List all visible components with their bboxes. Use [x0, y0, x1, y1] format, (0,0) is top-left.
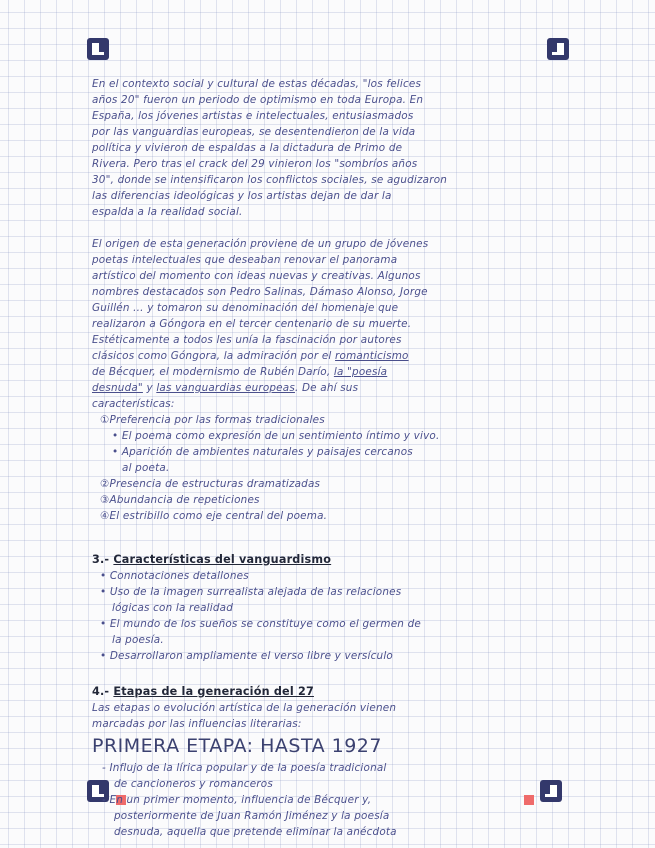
text-line: por las vanguardias europeas, se desentendieron de la vida	[92, 126, 416, 138]
handwritten-notes	[92, 76, 562, 840]
text-segment: y	[146, 382, 153, 394]
text-line: En el contexto social y cultural de estas décadas, "los felices	[92, 78, 422, 90]
section-number: 4.-	[92, 685, 110, 698]
list-item: - En un primer momento, influencia de Bécquer y,	[102, 794, 372, 806]
corner-mark-icon	[547, 38, 569, 60]
origin-paragraph	[92, 236, 562, 412]
list-item: de cancioneros y romanceros	[114, 778, 273, 790]
intro-paragraph	[92, 76, 562, 220]
list-item: ③Abundancia de repeticiones	[100, 494, 260, 506]
text-line	[92, 364, 562, 380]
text-line: las diferencias ideológicas y los artistas dejan de dar la	[92, 190, 392, 202]
text-line: Rivera. Pero tras el crack del 29 vinieron los "sombríos años	[92, 158, 418, 170]
list-item: • El poema como expresión de un sentimiento íntimo y vivo.	[112, 430, 440, 442]
text-line: marcadas por las influencias literarias:	[92, 718, 302, 730]
text-segment: . De ahí sus	[294, 382, 359, 394]
list-item: desnuda, aquella que pretende eliminar la anécdota	[114, 826, 397, 838]
text-line: Estéticamente a todos les unía la fascinación por autores	[92, 334, 402, 346]
section-title: Etapas de la generación del 27	[113, 685, 314, 698]
stage-list	[92, 760, 562, 840]
text-line: características:	[92, 398, 175, 410]
section-heading	[92, 552, 562, 568]
text-line: Las etapas o evolución artística de la generación vienen	[92, 702, 397, 714]
list-item: ④El estribillo como eje central del poema.	[100, 510, 328, 522]
text-line	[92, 348, 562, 364]
section-number: 3.-	[92, 553, 110, 566]
text-line: nombres destacados son Pedro Salinas, Dámaso Alonso, Jorge	[92, 286, 428, 298]
list-item: lógicas con la realidad	[112, 602, 234, 614]
list-item: • Connotaciones detallones	[100, 570, 249, 582]
list-item: • Desarrollaron ampliamente el verso libre y versículo	[100, 650, 393, 662]
text-line: 30", donde se intensificaron los conflictos sociales, se agudizaron	[92, 174, 448, 186]
list-item: • Aparición de ambientes naturales y paisajes cercanos	[112, 446, 413, 458]
section-title: Características del vanguardismo	[113, 553, 332, 566]
list-item: la poesía.	[112, 634, 164, 646]
stage-title: PRIMERA ETAPA: HASTA 1927	[92, 735, 382, 757]
list-item: - Influjo de la lírica popular y de la poesía tradicional	[102, 762, 387, 774]
list-item: ①Preferencia por las formas tradicionales	[100, 414, 325, 426]
underlined-term: romanticismo	[335, 350, 409, 362]
characteristics-list	[92, 412, 562, 524]
text-line: artístico del momento con ideas nuevas y creativas. Algunos	[92, 270, 421, 282]
text-line: Guillén ... y tomaron su denominación del homenaje que	[92, 302, 399, 314]
underlined-term: las vanguardias europeas	[156, 382, 295, 394]
underlined-term: la "poesía	[333, 366, 388, 378]
section-heading	[92, 684, 562, 700]
list-item: ②Presencia de estructuras dramatizadas	[100, 478, 321, 490]
text-line: política y vivieron de espaldas a la dictadura de Primo de	[92, 142, 403, 154]
list-item: posteriormente de Juan Ramón Jiménez y la poesía	[114, 810, 390, 822]
list-item: al poeta.	[122, 462, 170, 474]
text-line	[92, 380, 562, 396]
text-line: España, los jóvenes artistas e intelectuales, entusiasmados	[92, 110, 414, 122]
text-line: El origen de esta generación proviene de un grupo de jóvenes	[92, 238, 429, 250]
corner-mark-icon	[87, 38, 109, 60]
text-line: años 20" fueron un periodo de optimismo en toda Europa. En	[92, 94, 424, 106]
text-line: espalda a la realidad social.	[92, 206, 243, 218]
list-item: • El mundo de los sueños se constituye como el germen de	[100, 618, 421, 630]
text-line: realizaron a Góngora en el tercer centenario de su muerte.	[92, 318, 412, 330]
text-segment: clásicos como Góngora, la admiración por el	[92, 350, 332, 362]
underlined-term: desnuda"	[92, 382, 143, 394]
list-item: • Uso de la imagen surrealista alejada de las relaciones	[100, 586, 402, 598]
text-line: poetas intelectuales que deseaban renovar el panorama	[92, 254, 398, 266]
text-segment: de Bécquer, el modernismo de Rubén Darío,	[92, 366, 331, 378]
vanguard-list	[92, 568, 562, 664]
